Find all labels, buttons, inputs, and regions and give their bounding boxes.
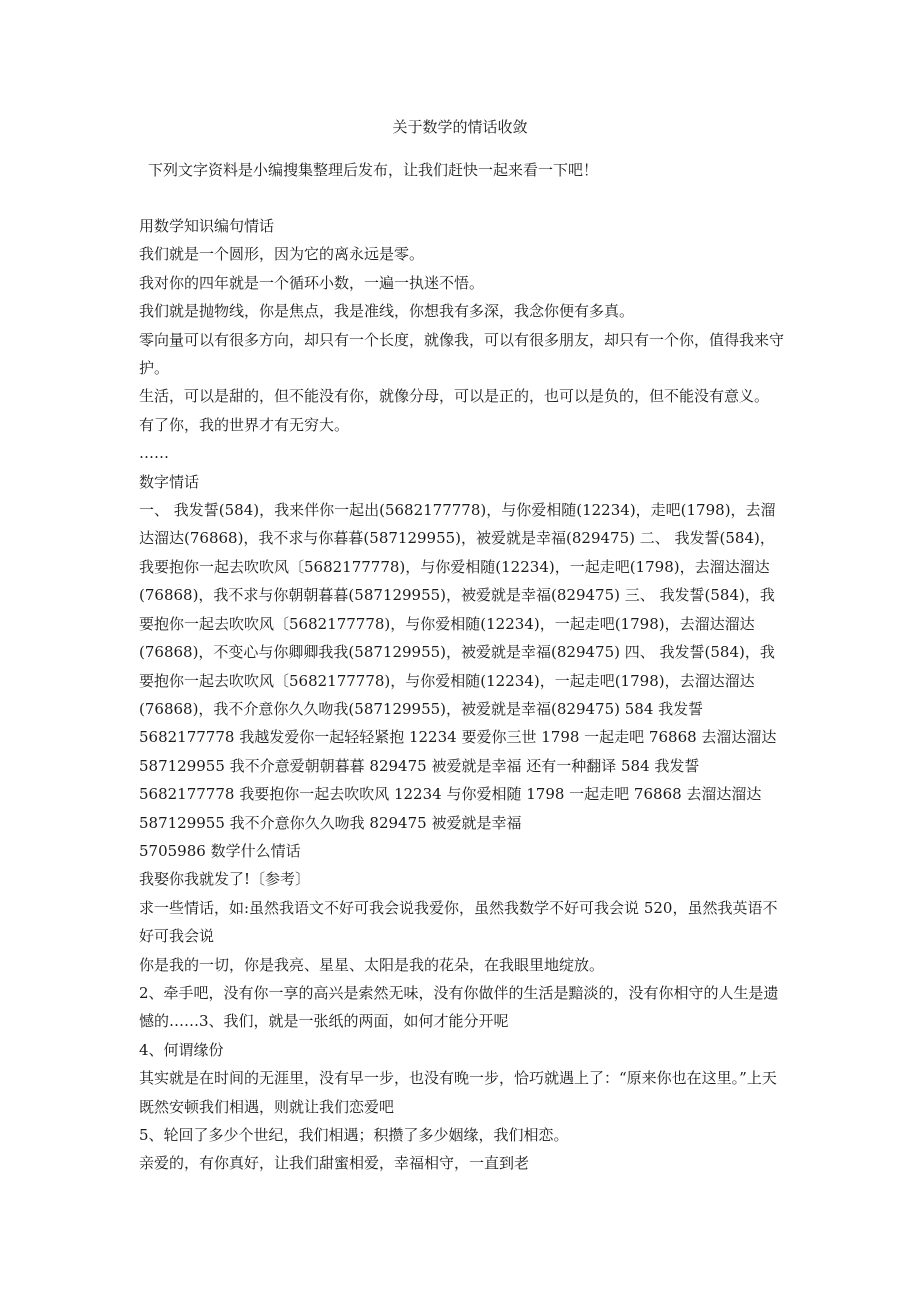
paragraph: 亲爱的，有你真好，让我们甜蜜相爱，幸福相守，一直到老 — [139, 1154, 530, 1173]
paragraph: 你是我的一切，你是我亮、星星、太阳是我的花朵，在我眼里地绽放。 — [139, 955, 605, 974]
paragraph: 我们就是一个圆形，因为它的离永远是零。 — [139, 245, 425, 264]
paragraph: 零向量可以有很多方向，却只有一个长度，就像我，可以有很多朋友，却只有一个你，值得我来守护。 — [139, 330, 785, 378]
paragraph: 一、 我发誓(584)，我来伴你一起出(5682177778)，与你爱相随(12234)，走吧(1798)，去溜达溜达(76868)，我不求与你暮暮(587129955)，被爱就是幸福(829475) 二、 我发誓(584)，我要抱你一起去吹吹风〔5682177778)，与你爱相随(12234)，一起走吧(1798)，去溜达溜达(76868)，我不求与你朝朝暮暮(587129955)，被爱就是幸福(829475) 三、 我发誓(584)，我要抱你一起去吹吹风〔5682177778)，与你爱相随(12234)，一起走吧(1798)，去溜达溜达(76868)，不变心与你卿卿我我(587129955)，被爱就是幸福(829475) 四、 我发誓(584)，我要抱你一起去吹吹风〔5682177778)，与你爱相随(12234)，一起走吧(1798)，去溜达溜达(76868)，我不介意你久久吻我(587129955)，被爱就是幸福(829475) 584 我发誓 5682177778 我越发爱你一起轻轻紧抱 12234 要爱你三世 1798 一起走吧 76868 去溜达溜达 587129955 我不介意爱朝朝暮暮 829475 被爱就是幸福 还有一种翻译 584 我发誓 5682177778 我要抱你一起去吹吹风 12234 与你爱相随 1798 一起走吧 76868 去溜达溜达 587129955 我不介意你久久吻我 829475 被爱就是幸福 — [139, 501, 777, 832]
paragraph: 用数学知识编句情话 — [139, 217, 275, 235]
paragraph: 有了你，我的世界才有无穷大。 — [139, 415, 350, 434]
paragraph: 我们就是抛物线，你是焦点，我是准线，你想我有多深，我念你便有多真。 — [139, 302, 635, 321]
paragraph: 5、轮回了多少个世纪，我们相遇；积攒了多少姻缘，我们相恋。 — [139, 1126, 569, 1144]
paragraph: …… — [139, 444, 169, 463]
paragraph: 5705986 数学什么情话 — [139, 841, 301, 860]
paragraph: 其实就是在时间的无涯里，没有早一步，也没有晚一步，恰巧就遇上了：“原来你也在这里。”上天既然安顿我们相遇，则就让我们恋爱吧 — [139, 1069, 777, 1116]
paragraph: 生活，可以是甜的，但不能没有你，就像分母，可以是正的，也可以是负的，但不能没有意义。 — [139, 387, 770, 406]
paragraph: 2、牵手吧，没有你一享的高兴是索然无味，没有你做伴的生活是黯淡的，没有你相守的人生是遗憾的……3、我们，就是一张纸的两面，如何才能分开呢 — [139, 983, 779, 1031]
intro-text: 下列文字资料是小编搜集整理后发布，让我们赶快一起来看一下吧！ — [148, 161, 599, 179]
paragraph: 我娶你我就发了!〔参考〕 — [139, 870, 311, 889]
paragraph: 求一些情话，如:虽然我语文不好可我会说我爱你，虽然我数学不好可我会说 520，虽然我英语不好可我会说 — [139, 898, 778, 946]
document-body — [139, 212, 789, 1178]
paragraph: 4、何谓缘份 — [139, 1040, 224, 1059]
paragraph: 数字情话 — [139, 472, 200, 491]
document-title: 关于数学的情话收敛 — [392, 118, 528, 136]
paragraph: 我对你的四年就是一个循环小数，一遍一执迷不悟。 — [139, 273, 485, 292]
